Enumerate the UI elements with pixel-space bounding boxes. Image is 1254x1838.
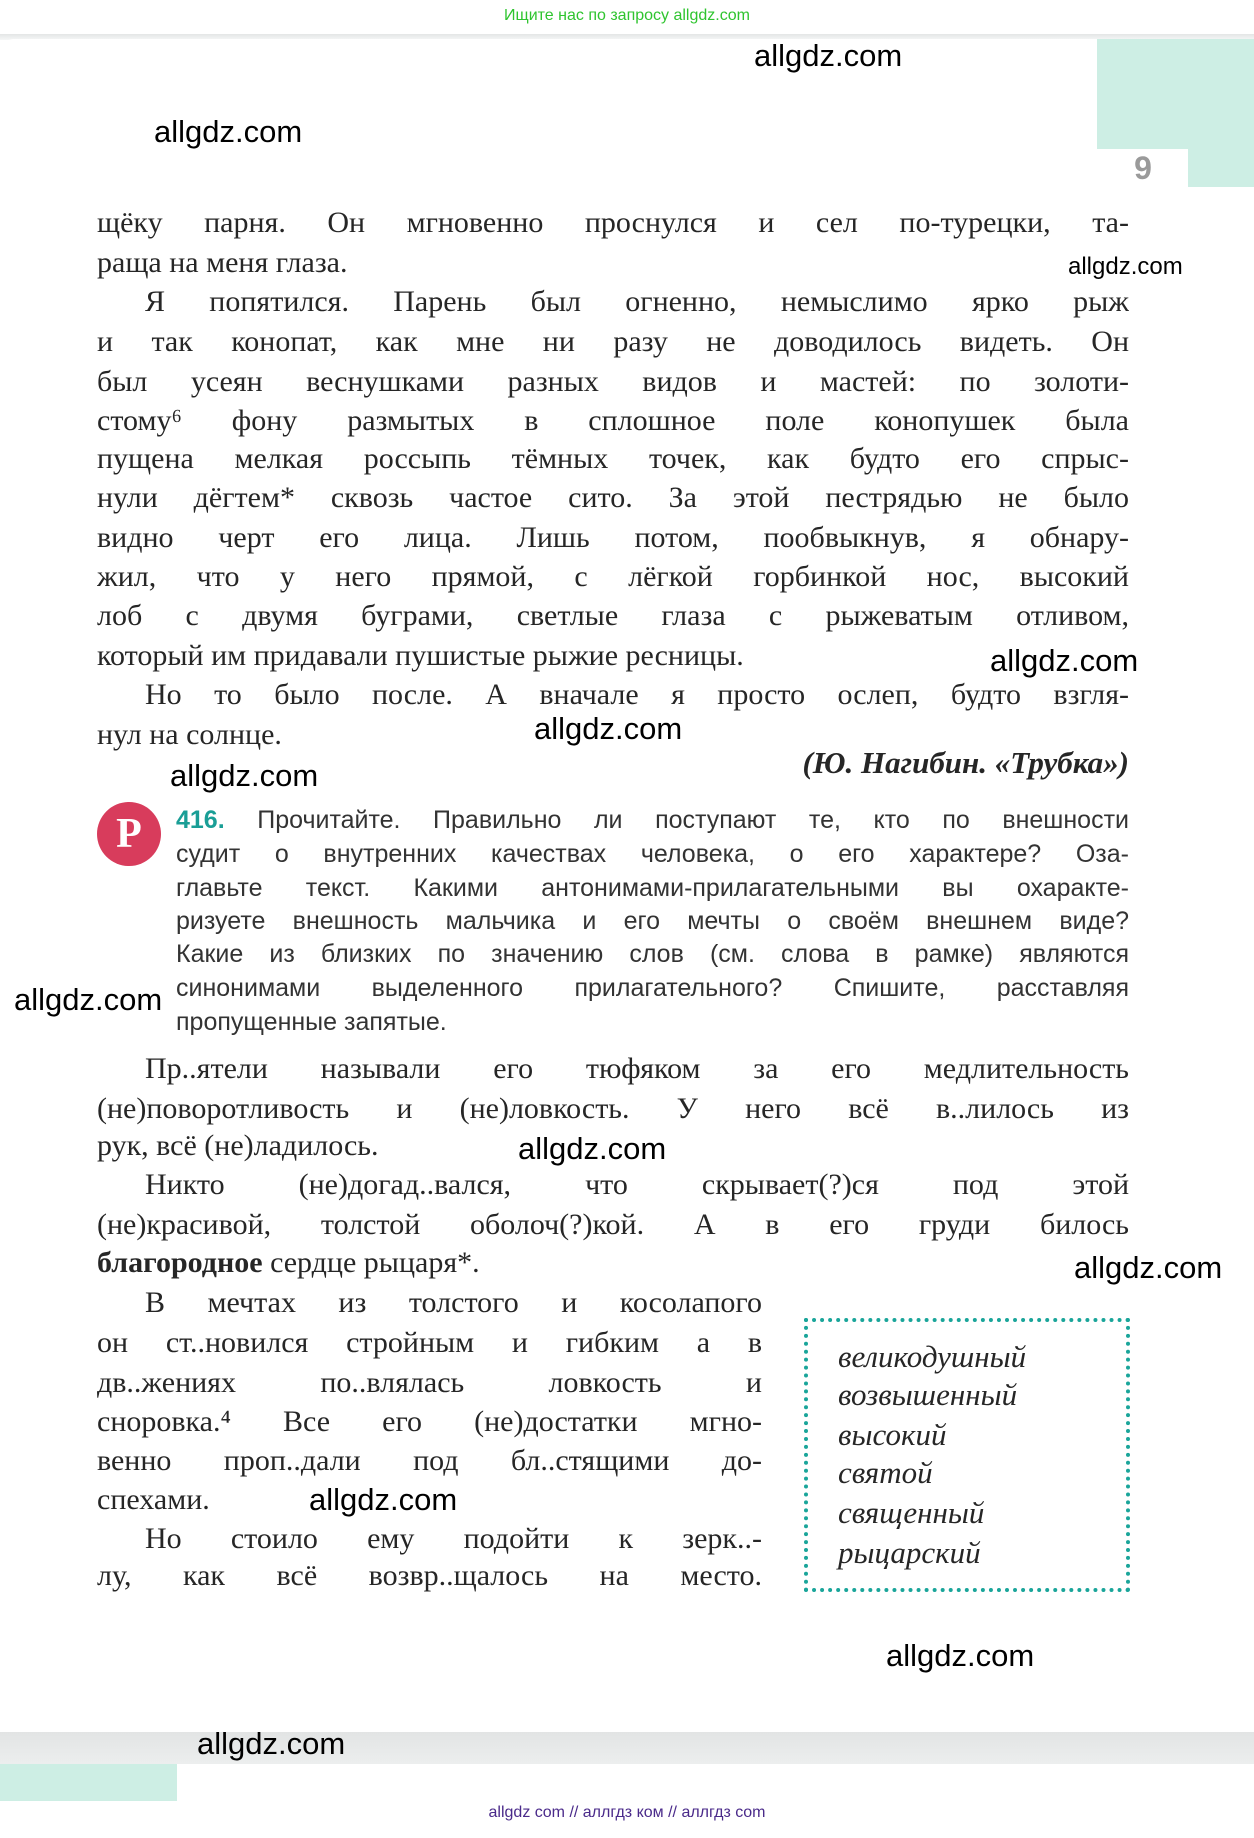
text-line: синонимами выделенного прилагательного? Спишите, расставляя	[176, 974, 1129, 1002]
synonym-word: святой	[838, 1455, 933, 1490]
text-line: лоб с двумя буграми, светлые глаза с рыжеватым отливом,	[97, 599, 1129, 632]
text-line: венно проп..дали под бл..стящими до-	[97, 1444, 762, 1477]
text-line: Никто (не)догад..вался, что скрывает(?)ся под этой	[145, 1168, 1129, 1201]
watermark: allgdz.com	[534, 711, 683, 746]
source-citation: (Ю. Нагибин. «Трубка»)	[802, 745, 1129, 780]
text-line: раща на меня глаза.	[97, 246, 348, 279]
text-line: рук, всё (не)ладилось.	[97, 1129, 379, 1162]
watermark: allgdz.com	[990, 643, 1139, 678]
synonym-word: рыцарский	[838, 1535, 981, 1570]
highlighted-adjective: благородное	[97, 1246, 263, 1279]
text-line: пущена мелкая россыпь тёмных точек, как будто его спрыс-	[97, 442, 1129, 475]
text-line: В мечтах из толстого и косолапого	[145, 1286, 762, 1319]
synonym-word: высокий	[838, 1417, 947, 1452]
text-line: главьте текст. Какими антонимами-прилагательными вы охаракте-	[176, 874, 1129, 902]
watermark: allgdz.com	[309, 1482, 458, 1517]
text-line: дв..жениях по..влялась ловкость и	[97, 1366, 762, 1399]
synonym-word: великодушный	[838, 1339, 1027, 1374]
top-banner: Ищите нас по запросу allgdz.com	[0, 0, 1254, 36]
text-line: был усеян веснушками разных видов и мастей: по золоти-	[97, 365, 1129, 398]
corner-tab	[1097, 39, 1254, 149]
watermark: allgdz.com	[170, 758, 319, 793]
text-line: видно черт его лица. Лишь потом, пообвыкнув, я обнару-	[97, 521, 1129, 554]
bottom-tab	[0, 1764, 177, 1801]
watermark: allgdz.com	[197, 1726, 346, 1761]
watermark: allgdz.com	[1074, 1250, 1223, 1285]
text-line: который им придавали пушистые рыжие ресницы.	[97, 639, 744, 672]
text-line: ризуете внешность мальчика и его мечты о своём внешнем виде?	[176, 907, 1129, 935]
watermark: allgdz.com	[1068, 253, 1183, 280]
text-line: благородное сердце рыцаря*.	[97, 1246, 480, 1279]
text-line: он ст..новился стройным и гибким а в	[97, 1326, 762, 1359]
watermark: allgdz.com	[886, 1638, 1035, 1673]
text-line: 416. Прочитайте. Правильно ли поступают те, кто по внешности	[176, 806, 1129, 834]
text-line: Я попятился. Парень был огненно, немыслимо ярко рыж	[145, 285, 1129, 318]
text-line: щёку парня. Он мгновенно проснулся и сел по-турецки, та-	[97, 206, 1129, 239]
footer-text: allgdz com // аллгдз ком // аллгдз com	[488, 1804, 766, 1821]
text-line: (не)красивой, толстой оболоч(?)кой. А в его груди билось	[97, 1208, 1129, 1241]
text-line: (не)поворотливость и (не)ловкость. У него всё в..лилось из	[97, 1092, 1129, 1125]
page-number: 9	[1134, 150, 1152, 186]
text-line: Какие из близких по значению слов (см. слова в рамке) являются	[176, 940, 1129, 968]
text-line: Но то было после. А вначале я просто ослеп, будто взгля-	[145, 678, 1129, 711]
task-number: 416.	[176, 806, 225, 834]
text-line: спехами.	[97, 1483, 210, 1516]
text-line: стому⁶ фону размытых в сплошное поле конопушек была	[97, 404, 1129, 437]
text-line: лу, как всё возвр..щалось на место.	[97, 1559, 762, 1592]
watermark: allgdz.com	[518, 1131, 667, 1166]
task-type-badge: Р	[97, 802, 161, 866]
text-line: нул на солнце.	[97, 718, 282, 751]
synonym-word: священный	[838, 1495, 985, 1530]
text-line: Пр..ятели называли его тюфяком за его медлительность	[145, 1052, 1129, 1085]
page-bottom-shadow	[0, 1732, 1254, 1764]
text-line: нули дёгтем* сквозь частое сито. За этой пестрядью не было	[97, 481, 1129, 514]
text-line: сноровка.⁴ Все его (не)достатки мгно-	[97, 1405, 762, 1438]
corner-tab-step	[1188, 149, 1254, 187]
watermark: allgdz.com	[754, 38, 903, 73]
text-line: судит о внутренних качествах человека, о его характере? Оза-	[176, 840, 1129, 868]
text-line: Но стоило ему подойти к зерк..-	[145, 1522, 762, 1555]
text-line: и так конопат, как мне ни разу не доводилось видеть. Он	[97, 325, 1129, 358]
text-line: жил, что у него прямой, с лёгкой горбинкой нос, высокий	[97, 560, 1129, 593]
watermark: allgdz.com	[154, 114, 303, 149]
watermark: allgdz.com	[14, 982, 163, 1017]
synonym-word: возвышенный	[838, 1377, 1018, 1412]
text-line: пропущенные запятые.	[176, 1008, 447, 1036]
